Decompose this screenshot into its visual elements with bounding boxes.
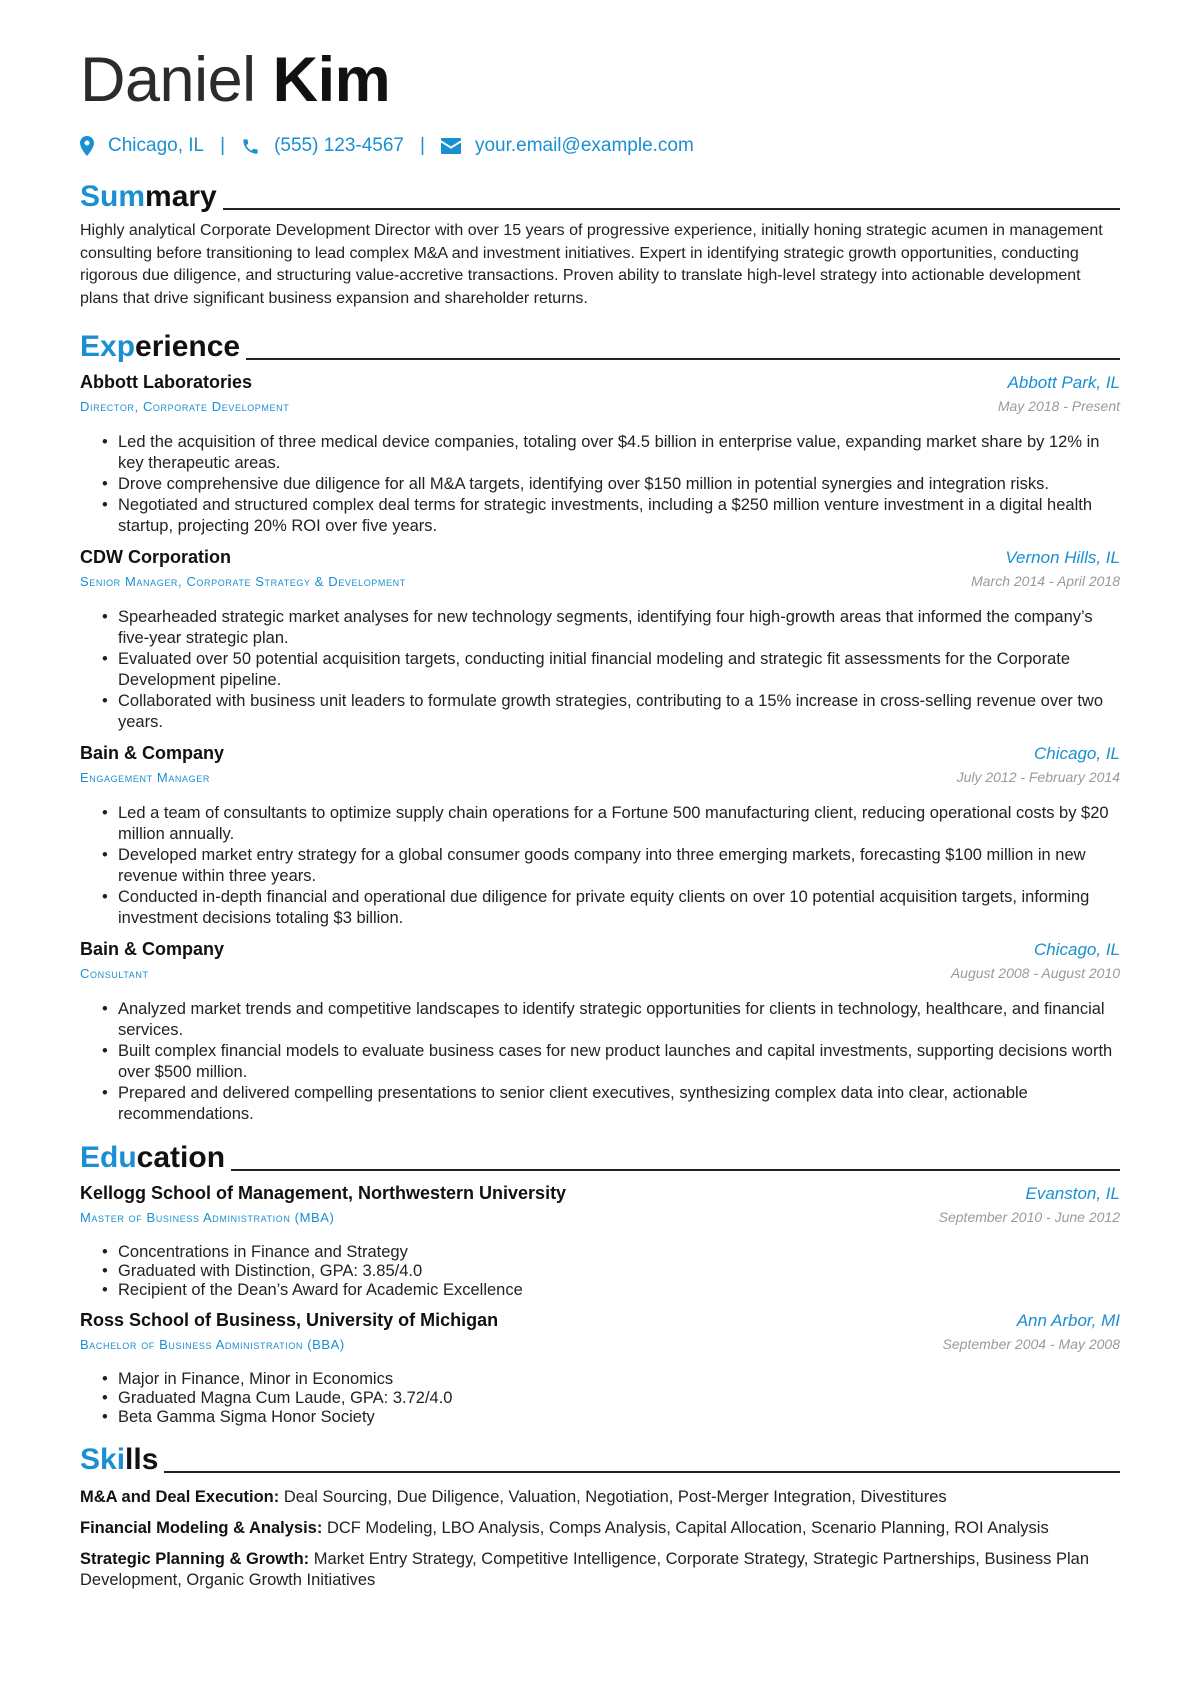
contact-separator: |: [420, 135, 425, 156]
school-name: Ross School of Business, University of Michigan: [80, 1310, 499, 1330]
school-location: Evanston, IL: [1025, 1184, 1120, 1203]
section-title-highlight: Edu: [80, 1141, 137, 1174]
employer-name: Bain & Company: [80, 743, 225, 763]
section-title-highlight: Exp: [80, 330, 136, 363]
section-title-highlight: Sum: [80, 180, 146, 213]
section-title: [80, 332, 240, 362]
skill-category: Financial Modeling & Analysis:: [80, 1519, 323, 1537]
skill-values: Market Entry Strategy, Competitive Intelligence, Corporate Strategy, Strategic Partnerships, Business Plan Development, Organic Growth Initiatives: [80, 1550, 1090, 1589]
experience-entry: [80, 372, 1120, 537]
education-detail-item: • Concentrations in Finance and Strategy: [118, 1243, 1120, 1262]
job-title: Consultant: [80, 966, 149, 981]
education-detail-list: [80, 1370, 1120, 1427]
job-dates: July 2012 - February 2014: [956, 769, 1120, 785]
school-location: Ann Arbor, MI: [1016, 1311, 1120, 1330]
skill-category: M&A and Deal Execution:: [80, 1488, 280, 1506]
employer-name: Abbott Laboratories: [80, 372, 253, 392]
achievement-list: [80, 607, 1120, 733]
skill-values: DCF Modeling, LBO Analysis, Comps Analysis, Capital Allocation, Scenario Planning, ROI Analysis: [326, 1519, 1049, 1537]
achievement-item: • Analyzed market trends and competitive landscapes to identify strategic opportunities for clients in technology, healthcare, and financial services.: [118, 999, 1120, 1041]
achievement-item: • Negotiated and structured complex deal terms for strategic investments, including a $250 million venture investment in a digital health startup, projecting 20% ROI over five years.: [118, 495, 1120, 537]
contact-location: [80, 135, 204, 157]
section-rule: [223, 208, 1120, 210]
achievement-item: • Conducted in-depth financial and operational due diligence for private equity clients on over 10 potential acquisition targets, informing investment decisions totaling $3 billion.: [118, 887, 1120, 929]
degree-title: Master of Business Administration (MBA): [80, 1210, 335, 1225]
job-dates: March 2014 - April 2018: [971, 573, 1120, 589]
section-title: [80, 1445, 158, 1475]
contact-email[interactable]: [441, 135, 694, 157]
skill-group: [80, 1487, 1120, 1508]
summary-text: Highly analytical Corporate Development Director with over 15 years of progressive experience, initially honing strategic acumen in management consulting before transitioning to lead complex M&A and investment initiatives. Expert in identifying strategic growth opportunities, conducting rigorous due diligence, and structuring value-accretive transactions. Proven ability to translate high-level strategy into actionable development plans that drive significant business expansion and shareholder returns.: [80, 222, 1103, 307]
phone-icon: [241, 137, 260, 156]
experience-list: [80, 372, 1120, 1125]
achievement-list: [80, 999, 1120, 1125]
achievement-item: • Led the acquisition of three medical device companies, totaling over $4.5 billion in enterprise value, expanding market share by 12% in key therapeutic areas.: [118, 432, 1120, 474]
email-link[interactable]: your.email@example.com: [474, 135, 694, 156]
section-rule: [231, 1169, 1120, 1171]
experience-entry: [80, 743, 1120, 929]
skill-values: Deal Sourcing, Due Diligence, Valuation, Negotiation, Post-Merger Integration, Divestitures: [283, 1488, 947, 1506]
job-dates: August 2008 - August 2010: [950, 965, 1120, 981]
envelope-icon: [441, 138, 461, 154]
education-detail-item: • Graduated with Distinction, GPA: 3.85/4.0: [118, 1262, 1120, 1281]
achievement-item: • Drove comprehensive due diligence for all M&A targets, identifying over $150 million in potential synergies and integration risks.: [118, 474, 1120, 495]
achievement-list: [80, 803, 1120, 929]
section-title-highlight: Ski: [80, 1443, 126, 1476]
education-detail-item: • Major in Finance, Minor in Economics: [118, 1370, 1120, 1389]
experience-heading: [80, 320, 1120, 362]
summary-heading: [80, 170, 1120, 212]
candidate-name: [80, 40, 1120, 120]
experience-entry: [80, 547, 1120, 733]
skills-heading: [80, 1433, 1120, 1475]
education-detail-list: [80, 1243, 1120, 1300]
degree-title: Bachelor of Business Administration (BBA): [80, 1337, 345, 1352]
section-title: [80, 182, 217, 212]
job-title: Director, Corporate Development: [80, 399, 290, 414]
job-title: Senior Manager, Corporate Strategy & Development: [80, 574, 406, 589]
contact-phone[interactable]: [241, 135, 404, 157]
achievement-item: • Led a team of consultants to optimize supply chain operations for a Fortune 500 manufacturing client, reducing operational costs by $20 million annually.: [118, 803, 1120, 845]
skill-category: Strategic Planning & Growth:: [80, 1550, 310, 1568]
first-name: Daniel: [80, 45, 256, 115]
last-name: Kim: [272, 45, 391, 115]
skill-group: [80, 1518, 1120, 1539]
skills-list: [80, 1487, 1120, 1591]
section-title-rest: mary: [145, 180, 217, 213]
education-list: [80, 1183, 1120, 1427]
skill-group: [80, 1549, 1120, 1591]
education-detail-item: • Graduated Magna Cum Laude, GPA: 3.72/4.0: [118, 1389, 1120, 1408]
school-dates: September 2004 - May 2008: [942, 1336, 1120, 1352]
job-location: Chicago, IL: [1034, 744, 1120, 763]
job-dates: May 2018 - Present: [997, 398, 1120, 414]
contact-separator: |: [220, 135, 226, 156]
job-location: Vernon Hills, IL: [1005, 548, 1120, 567]
job-title: Engagement Manager: [80, 770, 210, 785]
contact-bar: [80, 128, 1120, 164]
section-title-rest: erience: [135, 330, 241, 363]
section-rule: [246, 358, 1120, 360]
employer-name: Bain & Company: [80, 939, 225, 959]
achievement-item: • Collaborated with business unit leaders to formulate growth strategies, contributing to a 15% increase in cross-selling revenue over two years.: [118, 691, 1120, 733]
achievement-list: [80, 432, 1120, 537]
school-name: Kellogg School of Management, Northwestern University: [80, 1183, 567, 1203]
section-title-rest: lls: [125, 1443, 159, 1476]
phone-text: (555) 123-4567: [274, 135, 404, 156]
job-location: Abbott Park, IL: [1007, 373, 1120, 392]
education-detail-item: • Beta Gamma Sigma Honor Society: [118, 1408, 1120, 1427]
achievement-item: • Built complex financial models to evaluate business cases for new product launches and capital investments, supporting decisions worth over $500 million.: [118, 1041, 1120, 1083]
education-detail-item: • Recipient of the Dean’s Award for Academic Excellence: [118, 1281, 1120, 1300]
experience-entry: [80, 939, 1120, 1125]
section-title: [80, 1143, 225, 1173]
job-location: Chicago, IL: [1034, 940, 1120, 959]
map-pin-icon: [80, 136, 94, 156]
education-entry: [80, 1183, 1120, 1300]
achievement-item: • Evaluated over 50 potential acquisition targets, conducting initial financial modeling and strategic fit assessments for the Corporate Development pipeline.: [118, 649, 1120, 691]
section-title-rest: cation: [136, 1141, 226, 1174]
school-dates: September 2010 - June 2012: [938, 1209, 1120, 1225]
education-entry: [80, 1310, 1120, 1427]
achievement-item: • Spearheaded strategic market analyses for new technology segments, identifying four high-growth areas that informed the company’s five-year strategic plan.: [118, 607, 1120, 649]
employer-name: CDW Corporation: [80, 547, 231, 567]
achievement-item: • Developed market entry strategy for a global consumer goods company into three emerging markets, forecasting $100 million in new revenue within three years.: [118, 845, 1120, 887]
section-rule: [164, 1471, 1120, 1473]
resume-page: [80, 40, 1120, 1601]
education-heading: [80, 1131, 1120, 1173]
achievement-item: • Prepared and delivered compelling presentations to senior client executives, synthesizing complex data into clear, actionable recommendations.: [118, 1083, 1120, 1125]
location-text: Chicago, IL: [108, 135, 205, 156]
